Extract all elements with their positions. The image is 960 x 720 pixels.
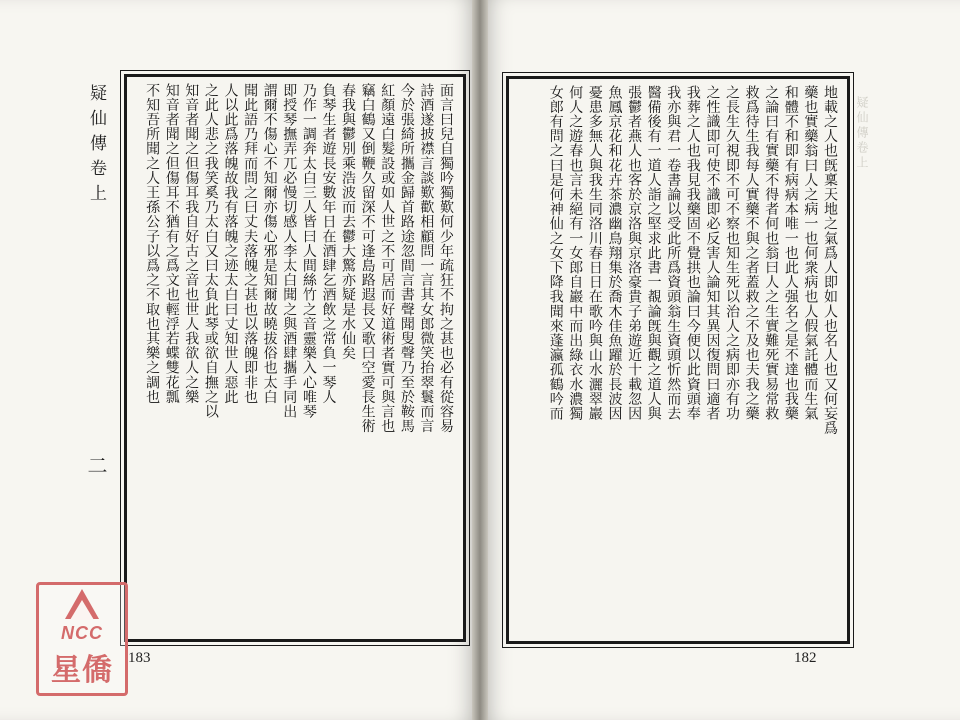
right-text-frame (506, 76, 850, 644)
right_page-text-column: 魚鳳京花和花卉茶濃幽鳥翔集於喬木佳魚躍於長波因 (606, 85, 623, 421)
left_page-text-column: 紅顏遠白髮設或如人世之不可居而好道術者實可與言也 (379, 83, 396, 434)
left_page-text-column: 知音者聞之但傷耳我自好古之音也世人我欲人之樂 (183, 83, 200, 405)
left_page-text-column: 謂爾不傷心不知爾亦傷心邪是知爾故曉拔俗也太白 (261, 83, 278, 405)
left_page-text-column: 負琴生者遊長安數年日在酒肆乞酒飲之常負一琴人 (320, 83, 337, 405)
right_page-text-column: 之論曰有實藥不得者何也翁曰人之生實難死實易常救 (763, 85, 780, 421)
right_page-text-column: 和體不和即有病病本唯一也此人强名之是不達也我藥 (782, 85, 799, 421)
left_page-text-column: 知音者聞之但傷耳不猶有之爲文也輕浮若蝶雙花瓢 (163, 83, 180, 405)
left_page-text-column: 乃作一調奔太白三人皆曰人間絲竹之音靈樂入心唯琴 (300, 83, 317, 419)
left_page-text-column: 人以此爲落魄故我有落魄之迹太白曰丈知世人惡此 (222, 83, 239, 405)
stamp-ncc-text: NCC (61, 623, 103, 643)
left_page-text-column: 聞此語乃拜而問之曰丈夫落魄之甚也以落魄即非也 (242, 83, 259, 405)
stamp-chinese-text: 星僑 (51, 653, 113, 688)
right_page-text-column: 女郎有問之曰是何神仙之女下降我聞來蓬瀛孤鶴吟而 (547, 85, 564, 421)
ncc-watermark-stamp (36, 582, 128, 696)
left_page-text-column: 詩酒遂披襟言談歎歡相顧問一言其女郎微笑抬翠鬟而言 (418, 83, 435, 434)
right-columns (515, 85, 839, 635)
right_page-text-column: 之長生久視即不可不察也知生死以治人之病即亦有功 (724, 85, 741, 421)
triangle-logo-inner (70, 600, 94, 620)
right_page-text-column: 憂患多無人與我生同洛川春日日在歌吟與山水灑翠巖 (586, 85, 603, 421)
left_page-text-column: 今於張綺所攜金歸首路途忽間言書聲聞叟聲乃至於鞍馬 (398, 83, 415, 434)
right_page-text-column: 張鬱者燕人也客於京洛與京洛豪貴子弟遊近十載忽因 (626, 85, 643, 421)
left_page-text-column: 不知吾所聞之人王孫公子以爲之不取也其樂之調也 (144, 83, 161, 405)
left-side-number: 二 (84, 455, 108, 475)
right_page-text-column: 藥也實藥翁曰人之病一也何衆病也人假氣託體而生氣 (802, 85, 819, 421)
right_page-text-column: 地載之人也旣稟天地之氣爲人即如人也名人也又何妄爲 (822, 85, 838, 436)
left_page-text-column: 竊白鶴又倒鞭久留深不可逢島路遐長又歌曰空愛長生術 (359, 83, 376, 434)
book-gutter (472, 0, 488, 720)
right_page-text-column: 我葬之人也我見我藥固不覺拱也論曰今便以此資頭奉 (684, 85, 701, 421)
left_page-text-column: 之此人悲之我笑奚乃太白又曰太負此琴或欲自撫之以 (202, 83, 219, 419)
left_page-text-column: 面言曰兒自獨吟獨歎何少年疏狂不拘之甚也必有從容易 (438, 83, 454, 434)
right-faded-header: 疑仙傳卷上 (855, 96, 869, 171)
left-side-title: 疑仙傳卷上 (86, 84, 106, 209)
left_page-text-column: 春我與鬱別乘浩波而去鬱大驚亦疑是水仙矣 (340, 83, 357, 361)
left_page-text-column: 即授琴撫弄兀必慢切感人李太白聞之與酒肆攜手同出 (281, 83, 298, 419)
left-columns (133, 83, 455, 633)
right_page-text-column: 救爲待生我每人實藥不與之者蓋救之不及也夫我之藥 (743, 85, 760, 421)
right_page-text-column: 醫備後有一道人詣之堅求此書一覩論旣與觀之道人與 (645, 85, 662, 421)
right_page-text-column: 何人之遊春也言未絕有一女郎自巖中而出綠衣水濃獨 (567, 85, 584, 421)
right_page-text-column: 我亦與君一卷書論以受此所爲資頭翁生資頭忻然而去 (665, 85, 682, 421)
left-page-number: 183 (128, 650, 151, 666)
left-text-frame (124, 74, 466, 642)
right_page-text-column: 之性識即可使不識即必反害人論知其異因復問曰適者 (704, 85, 721, 421)
right-page-number: 182 (794, 650, 817, 666)
